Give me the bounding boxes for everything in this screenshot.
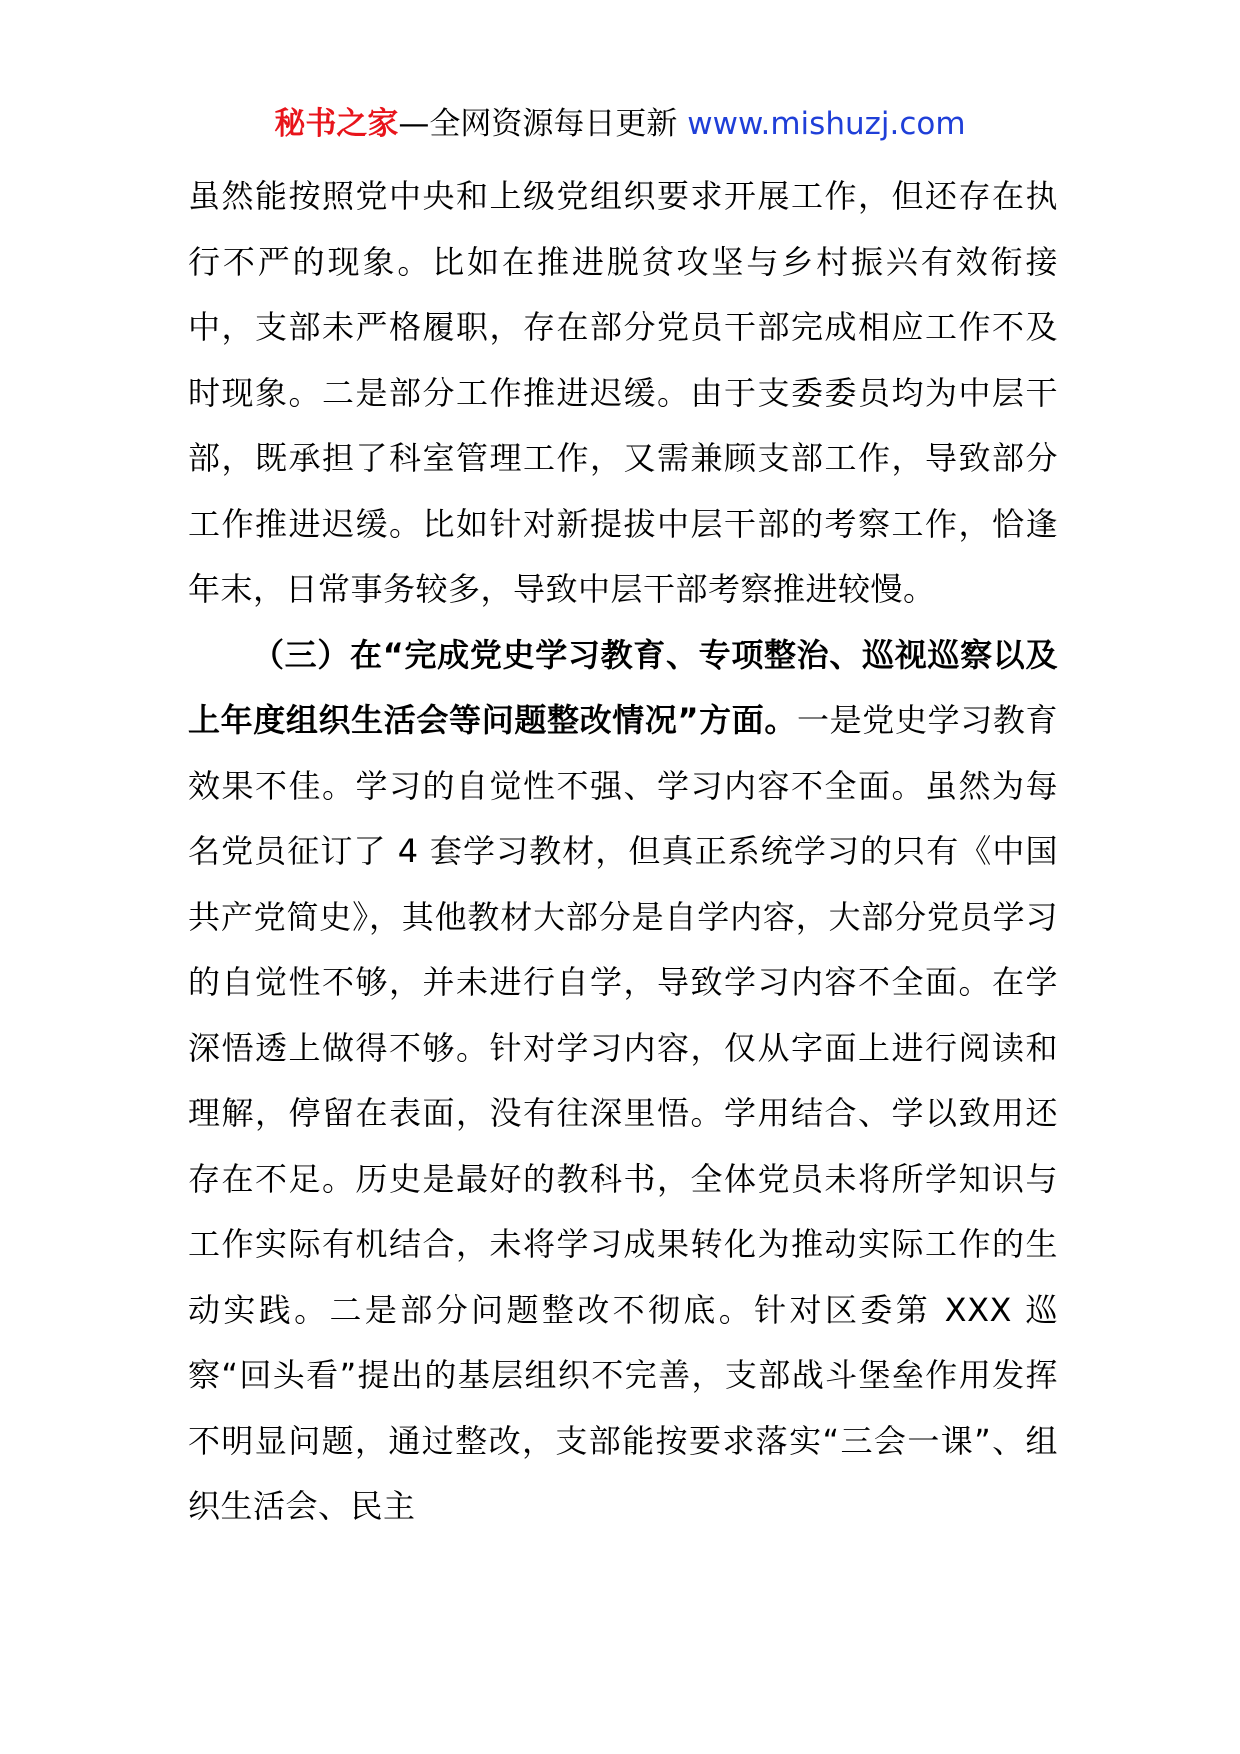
page-header (0, 102, 1240, 146)
header-url-link[interactable]: www.mishuzj.com (687, 106, 966, 142)
document-body (188, 164, 1058, 1540)
section-heading: （三）在“完成党史学习教育、专项整治、巡视巡察以及上年度组织生活会等问题整改情况”方面。 (188, 635, 1058, 739)
header-brand: 秘书之家 (274, 106, 399, 142)
paragraph-1: 虽然能按照党中央和上级党组织要求开展工作，但还存在执行不严的现象。比如在推进脱贫攻坚与乡村振兴有效衔接中，支部未严格履职，存在部分党员干部完成相应工作不及时现象。二是部分工作推进迟缓。由于支委委员均为中层干部，既承担了科室管理工作，又需兼顾支部工作，导致部分工作推进迟缓。比如针对新提拔中层干部的考察工作，恰逢年末，日常事务较多，导致中层干部考察推进较慢。 (188, 177, 1058, 608)
paragraph-2-text: 一是党史学习教育效果不佳。学习的自觉性不强、学习内容不全面。虽然为每名党员征订了 4 套学习教材，但真正系统学习的只有《中国共产党简史》，其他教材大部分是自学内容，大部分党员学习的自觉性不够，并未进行自学，导致学习内容不全面。在学深悟透上做得不够。针对学习内容，仅从字面上进行阅读和理解，停留在表面，没有往深里悟。学用结合、学以致用还存在不足。历史是最好的教科书，全体党员未将所学知识与工作实际有机结合，未将学习成果转化为推动实际工作的生动实践。二是部分问题整改不彻底。针对区委第 XXX 巡察“回头看”提出的基层组织不完善，支部战斗堡垒作用发挥不明显问题，通过整改，支部能按要求落实“三会一课”、组织生活会、民主 (188, 701, 1058, 1525)
paragraph-2 (188, 623, 1058, 1540)
header-tagline: —全网资源每日更新 (398, 106, 678, 142)
